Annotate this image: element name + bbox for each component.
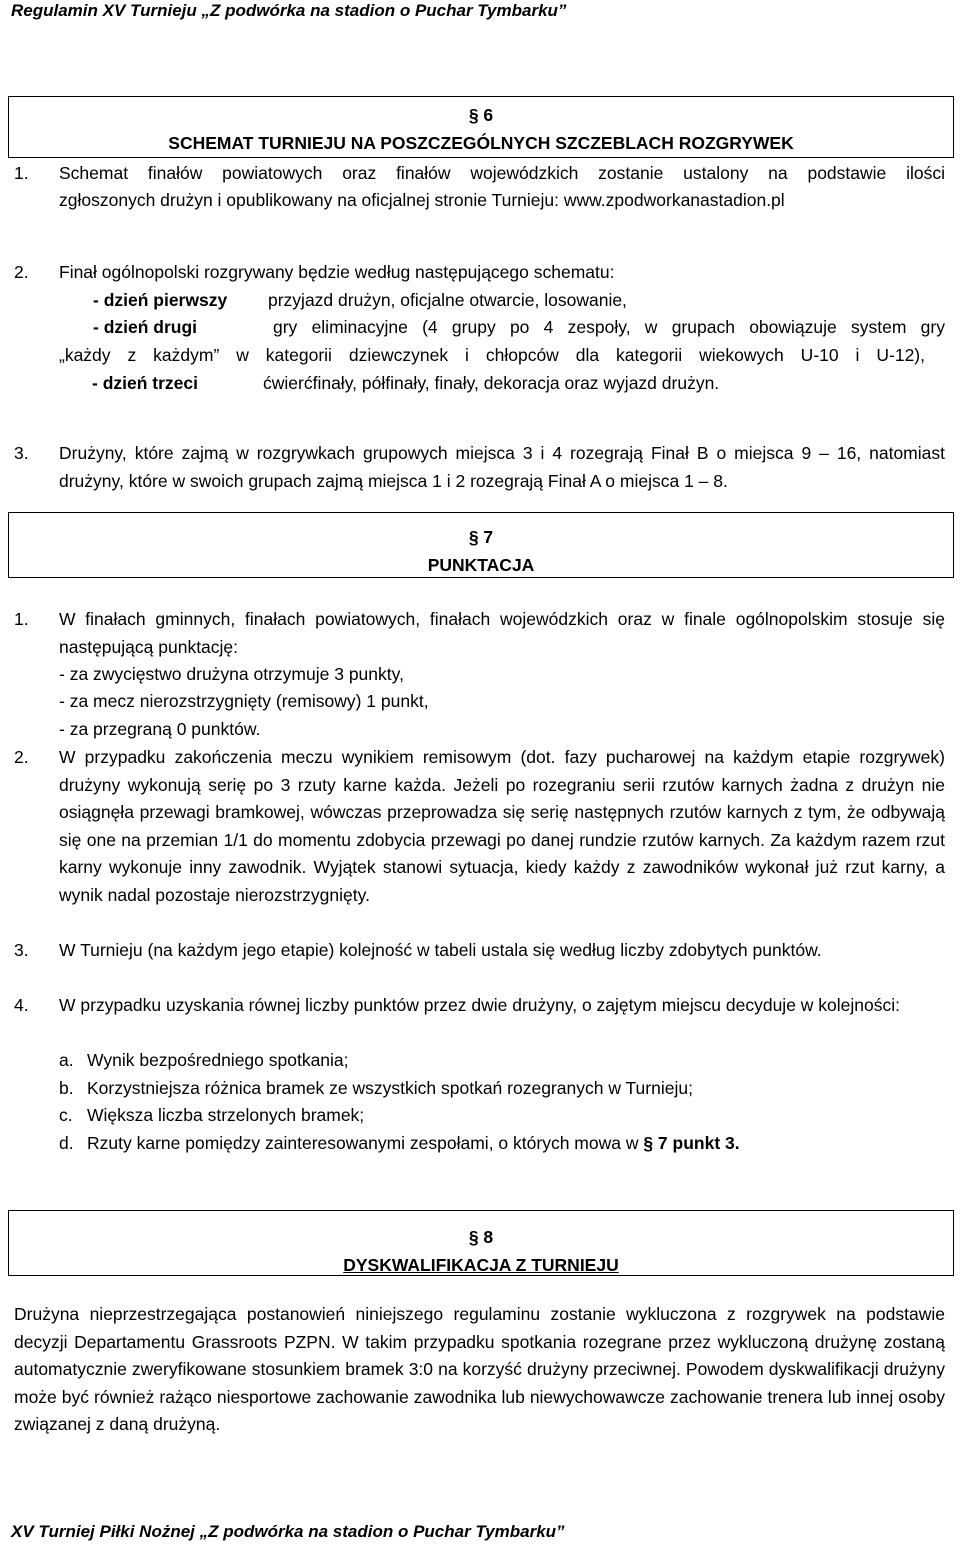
points-rule-win: - za zwycięstwo drużyna otrzymuje 3 punkty,	[59, 664, 404, 684]
item-text: Rzuty karne pomiędzy zainteresowanymi zespołami, o których mowa w	[87, 1133, 644, 1153]
section-8-title: DYSKWALIFIKACJA Z TURNIEJU	[343, 1255, 619, 1275]
day-3-label: - dzień trzeci	[92, 373, 198, 393]
day-3-text: ćwierćfinały, półfinały, finały, dekoracja oraz wyjazd drużyn.	[263, 373, 720, 393]
item-text: Większa liczba strzelonych bramek;	[87, 1105, 365, 1125]
section-reference: § 7 punkt 3.	[643, 1133, 740, 1153]
section-6-paragraph-1-line-2: zgłoszonych drużyn i opublikowany na oficjalnej stronie Turnieju: www.zpodworkanastadion.pl	[59, 190, 785, 210]
day-1-text: przyjazd drużyn, oficjalne otwarcie, losowanie,	[268, 290, 627, 310]
item-number: 2.	[14, 262, 29, 282]
item-number: 1.	[14, 609, 29, 629]
section-7-paragraph-1: W finałach gminnych, finałach powiatowych, finałach wojewódzkich oraz w finale ogólnopolskim stosuje się następującą punktację:	[59, 609, 945, 657]
item-text: Wynik bezpośredniego spotkania;	[87, 1050, 349, 1070]
section-7-paragraph-4: W przypadku uzyskania równej liczby punktów przez dwie drużyny, o zajętym miejscu decyduje w kolejności:	[59, 995, 900, 1015]
item-letter: c.	[59, 1105, 73, 1125]
tiebreak-item-c	[59, 1102, 365, 1130]
section-8-heading-box	[8, 1210, 954, 1276]
item-number: 1.	[14, 163, 29, 183]
section-6-body	[0, 160, 960, 680]
tiebreak-item-a	[59, 1047, 349, 1075]
section-7-title: PUNKTACJA	[427, 555, 535, 575]
points-rule-draw: - za mecz nierozstrzygnięty (remisowy) 1 punkt,	[59, 691, 429, 711]
item-letter: a.	[59, 1050, 74, 1070]
section-6-paragraph-1-line-1: Schemat finałów powiatowych oraz finałów wojewódzkich zostanie ustalony na podstawie ilości	[59, 163, 945, 183]
section-6-title: SCHEMAT TURNIEJU NA POSZCZEGÓLNYCH SZCZEBLACH ROZGRYWEK	[168, 133, 794, 153]
section-6-heading-box	[8, 96, 954, 158]
section-6-paragraph-3: Drużyny, które zajmą w rozgrywkach grupowych miejsca 3 i 4 rozegrają Finał B o miejsca 9 – 16, natomiast drużyny, które w swoich grupach zajmą miejsca 1 i 2 rozegrają Finał A o miejsca 1 – 8.	[59, 443, 945, 491]
tiebreak-item-d	[59, 1130, 740, 1158]
section-7-paragraph-3: W Turnieju (na każdym jego etapie) kolejność w tabeli ustala się według liczby zdobytych punktów.	[59, 940, 822, 960]
day-2-continuation: „każdy z każdym” w kategorii dziewczynek i chłopców dla kategorii wiekowych U-10 i U-12),	[59, 345, 925, 365]
item-number: 3.	[14, 443, 29, 463]
points-rule-loss: - za przegraną 0 punktów.	[59, 719, 261, 739]
section-6-number: § 6	[468, 105, 494, 125]
page-footer: XV Turniej Piłki Nożnej „Z podwórka na stadion o Puchar Tymbarku”	[11, 1522, 565, 1541]
section-7-body	[0, 606, 960, 1166]
section-8-paragraph: Drużyna nieprzestrzegająca postanowień niniejszego regulaminu zostanie wykluczona z rozgrywek na podstawie decyzji Departamentu Grassroots PZPN. W takim przypadku spotkania rozegrane przez wykluczoną drużynę zostaną automatycznie zweryfikowane stosunkiem bramek 3:0 na korzyść drużyny przeciwnej. Powodem dyskwalifikacji drużyny może być również rażąco niesportowe zachowanie zawodnika lub niewychowawcze zachowanie trenera lub innej osoby związanej z daną drużyną.	[14, 1304, 945, 1434]
day-2-label: - dzień drugi	[93, 317, 198, 337]
item-letter: b.	[59, 1078, 74, 1098]
section-7-heading-box	[8, 512, 954, 578]
day-1-label: - dzień pierwszy	[93, 290, 228, 310]
section-8-number: § 8	[468, 1227, 494, 1247]
item-number: 3.	[14, 940, 29, 960]
page-header: Regulamin XV Turnieju „Z podwórka na stadion o Puchar Tymbarku”	[11, 1, 567, 20]
tiebreak-item-b	[59, 1075, 693, 1103]
section-6-paragraph-2-intro: Finał ogólnopolski rozgrywany będzie według następującego schematu:	[59, 262, 615, 282]
day-2-text: gry eliminacyjne (4 grupy po 4 zespoły, w grupach obowiązuje system gry	[273, 317, 945, 337]
item-number: 2.	[14, 747, 29, 767]
item-text: Korzystniejsza różnica bramek ze wszystkich spotkań rozegranych w Turnieju;	[87, 1078, 693, 1098]
item-letter: d.	[59, 1133, 74, 1153]
section-7-paragraph-2: W przypadku zakończenia meczu wynikiem remisowym (dot. fazy pucharowej na każdym etapie rozgrywek) drużyny wykonują serię po 3 rzuty karne każda. Jeżeli po rozegraniu serii rzutów karnych żadna z drużyn nie osiągnęła przewagi bramkowej, wówczas przeprowadza się serię następnych rzutów karnych z tym, że odbywają się one na przemian 1/1 do momentu zdobycia przewagi po danej rundzie rzutów karnych. Za każdym razem rzut karny wykonuje inny zawodnik. Wyjątek stanowi sytuacja, kiedy każdy z zawodników wykonał już rzut karny, a wynik nadal pozostaje nierozstrzygnięty.	[59, 747, 945, 905]
section-7-number: § 7	[468, 527, 494, 547]
item-number: 4.	[14, 995, 29, 1015]
